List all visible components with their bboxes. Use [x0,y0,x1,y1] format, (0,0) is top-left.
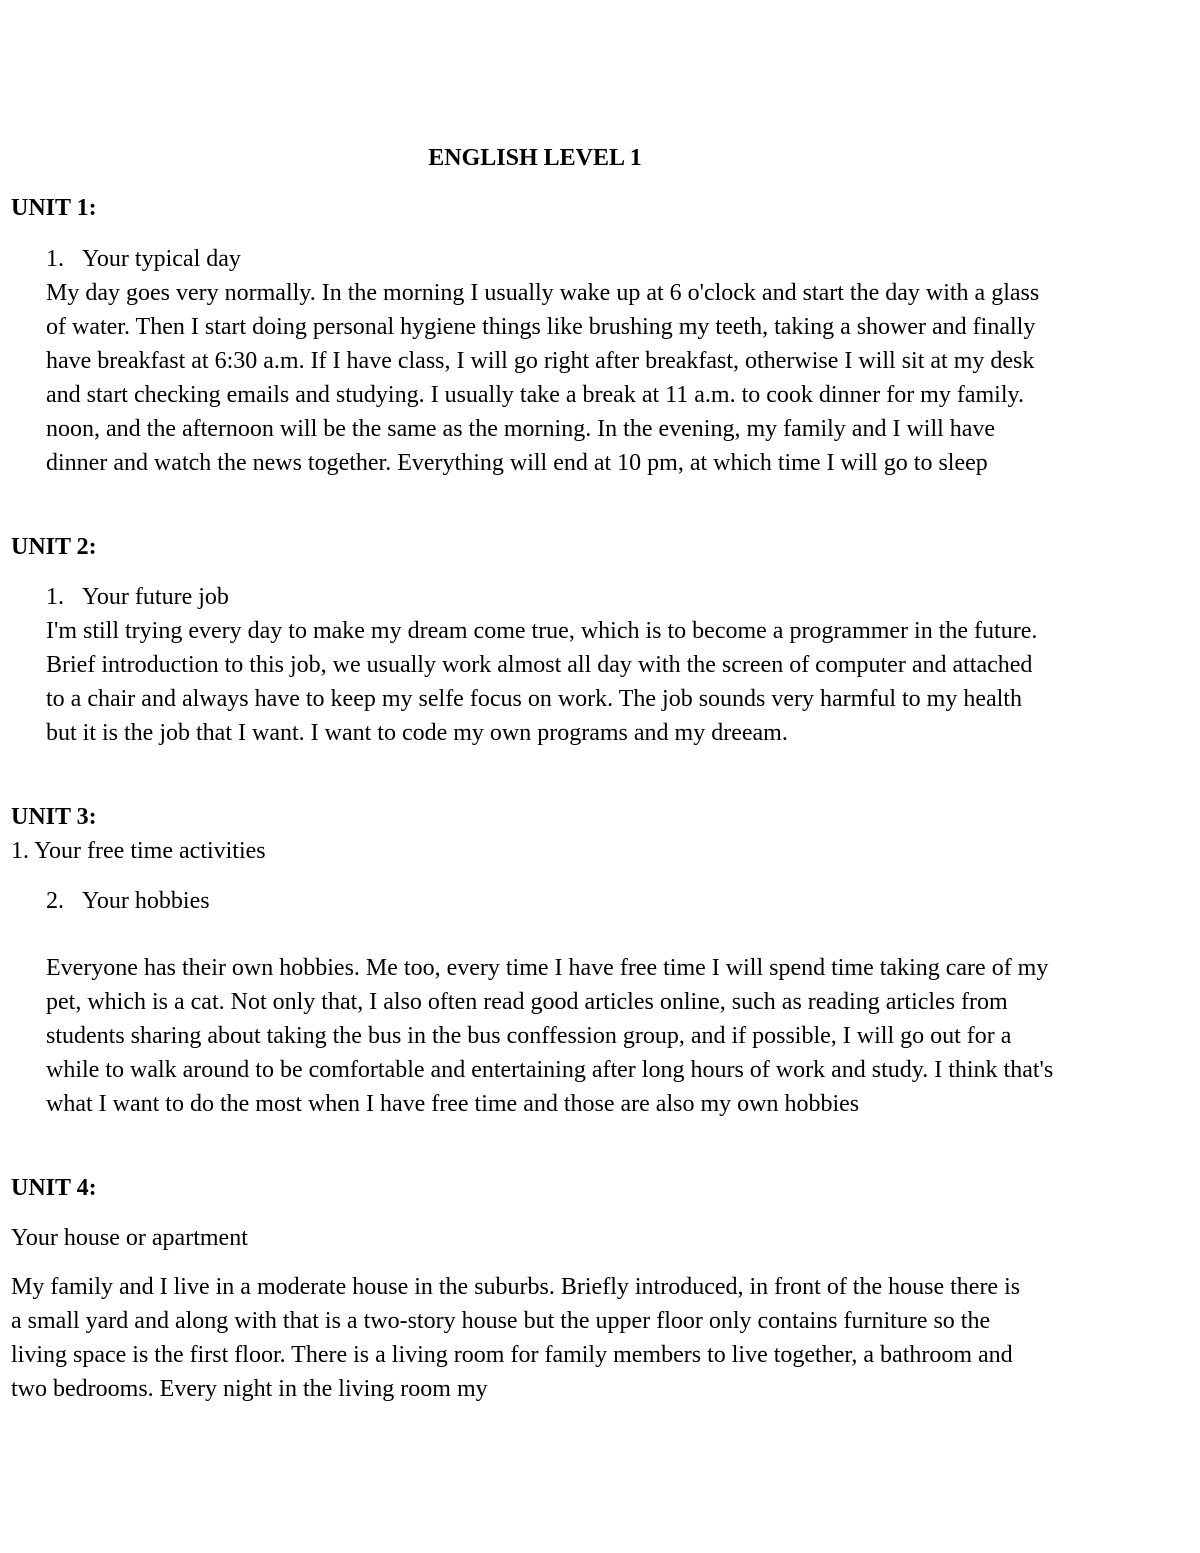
unit-4-heading: UNIT 4: [11,1175,97,1201]
unit-1-paragraph: My day goes very normally. In the morning I usually wake up at 6 o'clock and start the day with a glass of water. Then I start doing personal hygiene things like brushing my teeth, taking a shower and finally have breakfast at 6:30 a.m. If I have class, I will go right after breakfast, otherwise I will sit at my desk and start checking emails and studying. I usually take a break at 11 a.m. to cook dinner for my family. noon, and the afternoon will be the same as the morning. In the evening, my family and I will have dinner and watch the news together. Everything will end at 10 pm, at which time I will go to sleep [46,280,1040,476]
unit-3-item-1: 1. Your free time activities [11,838,266,864]
item-label: Your typical day [82,246,241,272]
item-number: 2. [46,888,64,914]
unit-1-item [46,242,241,276]
unit-3-item-2 [46,884,210,918]
unit-1-heading: UNIT 1: [11,195,97,221]
unit-3-paragraph: Everyone has their own hobbies. Me too, every time I have free time I will spend time taking care of my pet, which is a cat. Not only that, I also often read good articles online, such as reading articles from students sharing about taking the bus in the bus conffession group, and if possible, I will go out for a while to walk around to be comfortable and entertaining after long hours of work and study. I think that's what I want to do the most when I have free time and those are also my own hobbies [46,955,1054,1117]
unit-3-heading: UNIT 3: [11,804,97,830]
unit-4-paragraph: My family and I live in a moderate house in the suburbs. Briefly introduced, in front of the house there is a small yard and along with that is a two-story house but the upper floor only contains furniture so the living space is the first floor. There is a living room for family members to live together, a bathroom and two bedrooms. Every night in the living room my [11,1274,1021,1402]
item-label: Your hobbies [82,888,210,914]
unit-2-item [46,580,229,614]
document-title: ENGLISH LEVEL 1 [428,145,642,171]
unit-2-paragraph: I'm still trying every day to make my dream come true, which is to become a programmer in the future. Brief introduction to this job, we usually work almost all day with the screen of computer and attached to a chair and always have to keep my selfe focus on work. The job sounds very harmful to my health but it is the job that I want. I want to code my own programs and my dreeam. [46,618,1038,746]
item-number: 1. [46,584,64,610]
item-label: Your future job [82,584,229,610]
unit-4-subtitle: Your house or apartment [11,1225,248,1251]
item-number: 1. [46,246,64,272]
unit-2-heading: UNIT 2: [11,534,97,560]
